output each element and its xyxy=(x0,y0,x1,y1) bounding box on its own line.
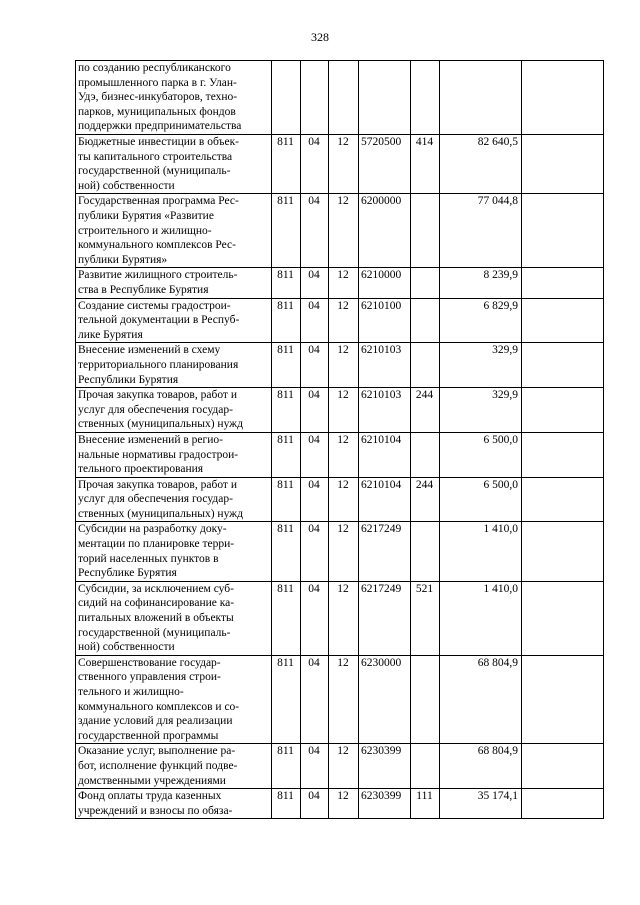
row-name-text: Оказание услуг, выполнение ра- бот, исполнение функций подве- домственными учреждениями xyxy=(78,745,238,787)
row-name xyxy=(76,343,272,388)
cell-gr xyxy=(272,135,301,194)
cell-csr-text: 6217249 xyxy=(361,582,402,595)
cell-vr xyxy=(411,268,440,298)
cell-vr-text: 111 xyxy=(416,790,433,803)
cell-csr xyxy=(359,477,411,522)
cell-vr xyxy=(411,522,440,581)
row-name-text: Прочая закупка товаров, работ и услуг для обеспечения государ- ственных (муниципальных) нужд xyxy=(78,478,243,520)
cell-pr-text: 12 xyxy=(337,195,349,208)
cell-csr xyxy=(359,268,411,298)
cell-gr-text: 811 xyxy=(277,195,294,208)
table-row xyxy=(76,744,604,789)
budget-table xyxy=(75,60,604,819)
cell-vr xyxy=(411,135,440,194)
cell-extra xyxy=(522,61,604,135)
cell-sum-text: 77 044,8 xyxy=(477,195,518,208)
cell-rz-text: 04 xyxy=(308,790,320,803)
cell-sum-text: 6 829,9 xyxy=(483,299,518,312)
cell-sum-text: 1 410,0 xyxy=(483,523,518,536)
cell-gr-text: 811 xyxy=(277,344,294,357)
cell-vr xyxy=(411,432,440,477)
cell-rz xyxy=(301,432,329,477)
table-row xyxy=(76,298,604,343)
cell-sum xyxy=(440,581,522,655)
cell-extra xyxy=(522,744,604,789)
cell-csr xyxy=(359,744,411,789)
row-name-text: Внесение изменений в регио- нальные нормативы градострои- тельного проектирования xyxy=(78,433,239,476)
cell-gr-text: 811 xyxy=(277,389,294,402)
cell-csr xyxy=(359,343,411,388)
cell-rz-text: 04 xyxy=(308,582,320,595)
cell-gr xyxy=(272,388,301,433)
cell-extra xyxy=(522,477,604,522)
cell-rz-text: 04 xyxy=(308,656,320,669)
cell-rz-text: 04 xyxy=(308,745,320,758)
cell-pr-text: 12 xyxy=(337,389,349,402)
cell-vr xyxy=(411,298,440,343)
cell-pr-text: 12 xyxy=(337,582,349,595)
table-row xyxy=(76,194,604,268)
table-row xyxy=(76,388,604,433)
cell-sum-text: 6 500,0 xyxy=(483,433,518,446)
row-name-text: Развитие жилищного строитель- ства в Республике Бурятия xyxy=(78,269,238,296)
cell-rz-text: 04 xyxy=(308,269,320,282)
table-row xyxy=(76,477,604,522)
cell-sum xyxy=(440,432,522,477)
cell-rz xyxy=(301,194,329,268)
row-name xyxy=(76,655,272,744)
cell-sum-text: 6 500,0 xyxy=(483,478,518,491)
cell-pr xyxy=(329,789,359,819)
cell-gr-text: 811 xyxy=(277,478,294,491)
cell-rz xyxy=(301,581,329,655)
table-row xyxy=(76,432,604,477)
table-row xyxy=(76,268,604,298)
table-row xyxy=(76,343,604,388)
cell-rz xyxy=(301,268,329,298)
cell-pr-text: 12 xyxy=(337,269,349,282)
cell-pr xyxy=(329,432,359,477)
cell-pr-text: 12 xyxy=(337,523,349,536)
row-name xyxy=(76,789,272,819)
cell-pr-text: 12 xyxy=(337,433,349,446)
cell-pr xyxy=(329,194,359,268)
cell-csr-text: 6200000 xyxy=(361,195,402,208)
cell-csr xyxy=(359,61,411,135)
cell-gr xyxy=(272,655,301,744)
row-name xyxy=(76,744,272,789)
cell-extra xyxy=(522,789,604,819)
cell-pr-text: 12 xyxy=(337,344,349,357)
cell-csr-text: 6210104 xyxy=(361,433,402,446)
table-row xyxy=(76,135,604,194)
cell-csr xyxy=(359,522,411,581)
cell-rz-text: 04 xyxy=(308,299,320,312)
cell-gr-text: 811 xyxy=(277,299,294,312)
cell-gr xyxy=(272,581,301,655)
cell-gr-text: 811 xyxy=(277,656,294,669)
cell-csr xyxy=(359,432,411,477)
cell-rz-text: 04 xyxy=(308,523,320,536)
cell-pr-text: 12 xyxy=(337,478,349,491)
cell-rz xyxy=(301,655,329,744)
cell-sum xyxy=(440,789,522,819)
cell-pr xyxy=(329,522,359,581)
row-name xyxy=(76,194,272,268)
cell-csr-text: 5720500 xyxy=(361,136,402,148)
row-name-text: Внесение изменений в схему территориального планирования Республики Бурятия xyxy=(78,344,239,386)
cell-sum-text: 329,9 xyxy=(492,389,518,402)
cell-sum xyxy=(440,135,522,194)
cell-sum-text: 8 239,9 xyxy=(483,269,518,282)
cell-vr xyxy=(411,477,440,522)
cell-csr-text: 6210100 xyxy=(361,299,402,312)
row-name-text: Фонд оплаты труда казенных учреждений и взносы по обяза- xyxy=(78,790,233,817)
cell-rz-text: 04 xyxy=(308,433,320,446)
cell-extra xyxy=(522,343,604,388)
cell-gr-text: 811 xyxy=(277,433,294,446)
table-row xyxy=(76,581,604,655)
cell-vr-text: 414 xyxy=(415,136,434,148)
cell-pr xyxy=(329,343,359,388)
cell-csr xyxy=(359,655,411,744)
cell-csr-text: 6230399 xyxy=(361,790,402,803)
row-name-text: Государственная программа Рес- публики Бурятия «Развитие строительного и жилищно- коммунального комплексов Рес- публики Бурятия» xyxy=(78,195,239,266)
cell-csr-text: 6230000 xyxy=(361,656,402,669)
cell-sum xyxy=(440,522,522,581)
row-name xyxy=(76,135,272,194)
cell-rz-text: 04 xyxy=(308,478,320,491)
cell-sum-text: 329,9 xyxy=(492,344,518,357)
cell-pr xyxy=(329,61,359,135)
cell-gr xyxy=(272,298,301,343)
cell-rz xyxy=(301,522,329,581)
cell-vr xyxy=(411,343,440,388)
row-name-text: Субсидии, за исключением суб- сидий на софинансирование ка- питальных вложений в объекты государственной (муниципаль- ной) собственности xyxy=(78,582,235,654)
row-name xyxy=(76,298,272,343)
cell-rz-text: 04 xyxy=(308,136,320,148)
cell-sum xyxy=(440,268,522,298)
table-row xyxy=(76,655,604,744)
cell-sum xyxy=(440,61,522,135)
cell-pr-text: 12 xyxy=(337,136,349,148)
cell-sum xyxy=(440,298,522,343)
cell-sum-text: 82 640,5 xyxy=(477,136,518,148)
cell-sum-text: 68 804,9 xyxy=(477,656,518,669)
cell-gr-text: 811 xyxy=(277,269,294,282)
row-name xyxy=(76,388,272,433)
cell-csr-text: 6210104 xyxy=(361,478,402,491)
cell-pr xyxy=(329,135,359,194)
cell-gr xyxy=(272,477,301,522)
cell-pr xyxy=(329,744,359,789)
cell-csr-text: 6217249 xyxy=(361,523,402,536)
cell-rz xyxy=(301,789,329,819)
cell-csr xyxy=(359,135,411,194)
cell-csr-text: 6210103 xyxy=(361,389,402,402)
cell-rz-text: 04 xyxy=(308,344,320,357)
cell-gr xyxy=(272,432,301,477)
cell-csr xyxy=(359,581,411,655)
cell-sum xyxy=(440,343,522,388)
table-row xyxy=(76,522,604,581)
table-row xyxy=(76,789,604,819)
cell-extra xyxy=(522,432,604,477)
row-name-text: по созданию республиканского промышленного парка в г. Улан- Удэ, бизнес-инкубаторов, техно- парков, муниципальных фондов поддержки предпринимательства xyxy=(78,62,242,133)
cell-extra xyxy=(522,522,604,581)
cell-extra xyxy=(522,388,604,433)
cell-sum xyxy=(440,194,522,268)
cell-rz-text: 04 xyxy=(308,389,320,402)
cell-gr-text: 811 xyxy=(277,745,294,758)
cell-csr xyxy=(359,194,411,268)
cell-gr xyxy=(272,343,301,388)
cell-rz xyxy=(301,135,329,194)
cell-pr-text: 12 xyxy=(337,656,349,669)
cell-vr xyxy=(411,388,440,433)
cell-csr-text: 6210000 xyxy=(361,269,402,282)
cell-rz xyxy=(301,744,329,789)
cell-csr xyxy=(359,298,411,343)
cell-vr-text: 521 xyxy=(415,582,434,595)
cell-vr-text: 244 xyxy=(415,478,434,491)
row-name-text: Создание системы градострои- тельной документации в Респуб- лике Бурятия xyxy=(78,299,240,341)
row-name xyxy=(76,522,272,581)
cell-sum-text: 35 174,1 xyxy=(477,790,518,803)
row-name-text: Совершенствование государ- ственного управления строи- тельного и жилищно- коммунального комплексов и со- здание условий для реализации государственной программы xyxy=(78,656,240,742)
cell-rz xyxy=(301,61,329,135)
cell-gr-text: 811 xyxy=(277,523,294,536)
cell-rz xyxy=(301,477,329,522)
row-name-text: Субсидии на разработку доку- ментации по планировке терри- торий населенных пунктов в Республике Бурятия xyxy=(78,523,235,580)
cell-sum xyxy=(440,744,522,789)
cell-vr xyxy=(411,744,440,789)
cell-gr xyxy=(272,522,301,581)
cell-pr xyxy=(329,298,359,343)
cell-rz xyxy=(301,298,329,343)
cell-vr xyxy=(411,194,440,268)
cell-sum xyxy=(440,477,522,522)
cell-csr-text: 6230399 xyxy=(361,745,402,758)
cell-pr xyxy=(329,655,359,744)
cell-gr xyxy=(272,268,301,298)
cell-vr-text: 244 xyxy=(415,389,434,402)
cell-gr xyxy=(272,789,301,819)
cell-vr xyxy=(411,61,440,135)
cell-sum-text: 1 410,0 xyxy=(483,582,518,595)
cell-vr xyxy=(411,581,440,655)
cell-sum xyxy=(440,655,522,744)
cell-pr xyxy=(329,268,359,298)
cell-sum-text: 68 804,9 xyxy=(477,745,518,758)
cell-gr xyxy=(272,61,301,135)
cell-pr-text: 12 xyxy=(337,745,349,758)
cell-csr-text: 6210103 xyxy=(361,344,402,357)
cell-vr xyxy=(411,789,440,819)
cell-extra xyxy=(522,581,604,655)
cell-extra xyxy=(522,135,604,194)
cell-gr-text: 811 xyxy=(277,582,294,595)
table-row xyxy=(76,61,604,135)
row-name xyxy=(76,268,272,298)
cell-extra xyxy=(522,655,604,744)
row-name-text: Прочая закупка товаров, работ и услуг для обеспечения государ- ственных (муниципальных) нужд xyxy=(78,389,243,431)
cell-csr xyxy=(359,789,411,819)
cell-pr-text: 12 xyxy=(337,299,349,312)
row-name xyxy=(76,581,272,655)
cell-gr-text: 811 xyxy=(277,790,294,803)
row-name xyxy=(76,61,272,135)
cell-vr xyxy=(411,655,440,744)
page-number: 328 xyxy=(311,30,329,44)
cell-pr xyxy=(329,581,359,655)
cell-pr xyxy=(329,477,359,522)
row-name xyxy=(76,432,272,477)
cell-extra xyxy=(522,298,604,343)
row-name-text: Бюджетные инвестиции в объек- ты капитального строительства государственной (муниципаль- ной) собственности xyxy=(78,136,240,192)
cell-gr-text: 811 xyxy=(277,136,294,148)
cell-extra xyxy=(522,268,604,298)
cell-pr-text: 12 xyxy=(337,790,349,803)
cell-sum xyxy=(440,388,522,433)
cell-rz-text: 04 xyxy=(308,195,320,208)
cell-gr xyxy=(272,744,301,789)
cell-rz xyxy=(301,343,329,388)
row-name xyxy=(76,477,272,522)
cell-csr xyxy=(359,388,411,433)
cell-gr xyxy=(272,194,301,268)
cell-extra xyxy=(522,194,604,268)
cell-rz xyxy=(301,388,329,433)
cell-pr xyxy=(329,388,359,433)
